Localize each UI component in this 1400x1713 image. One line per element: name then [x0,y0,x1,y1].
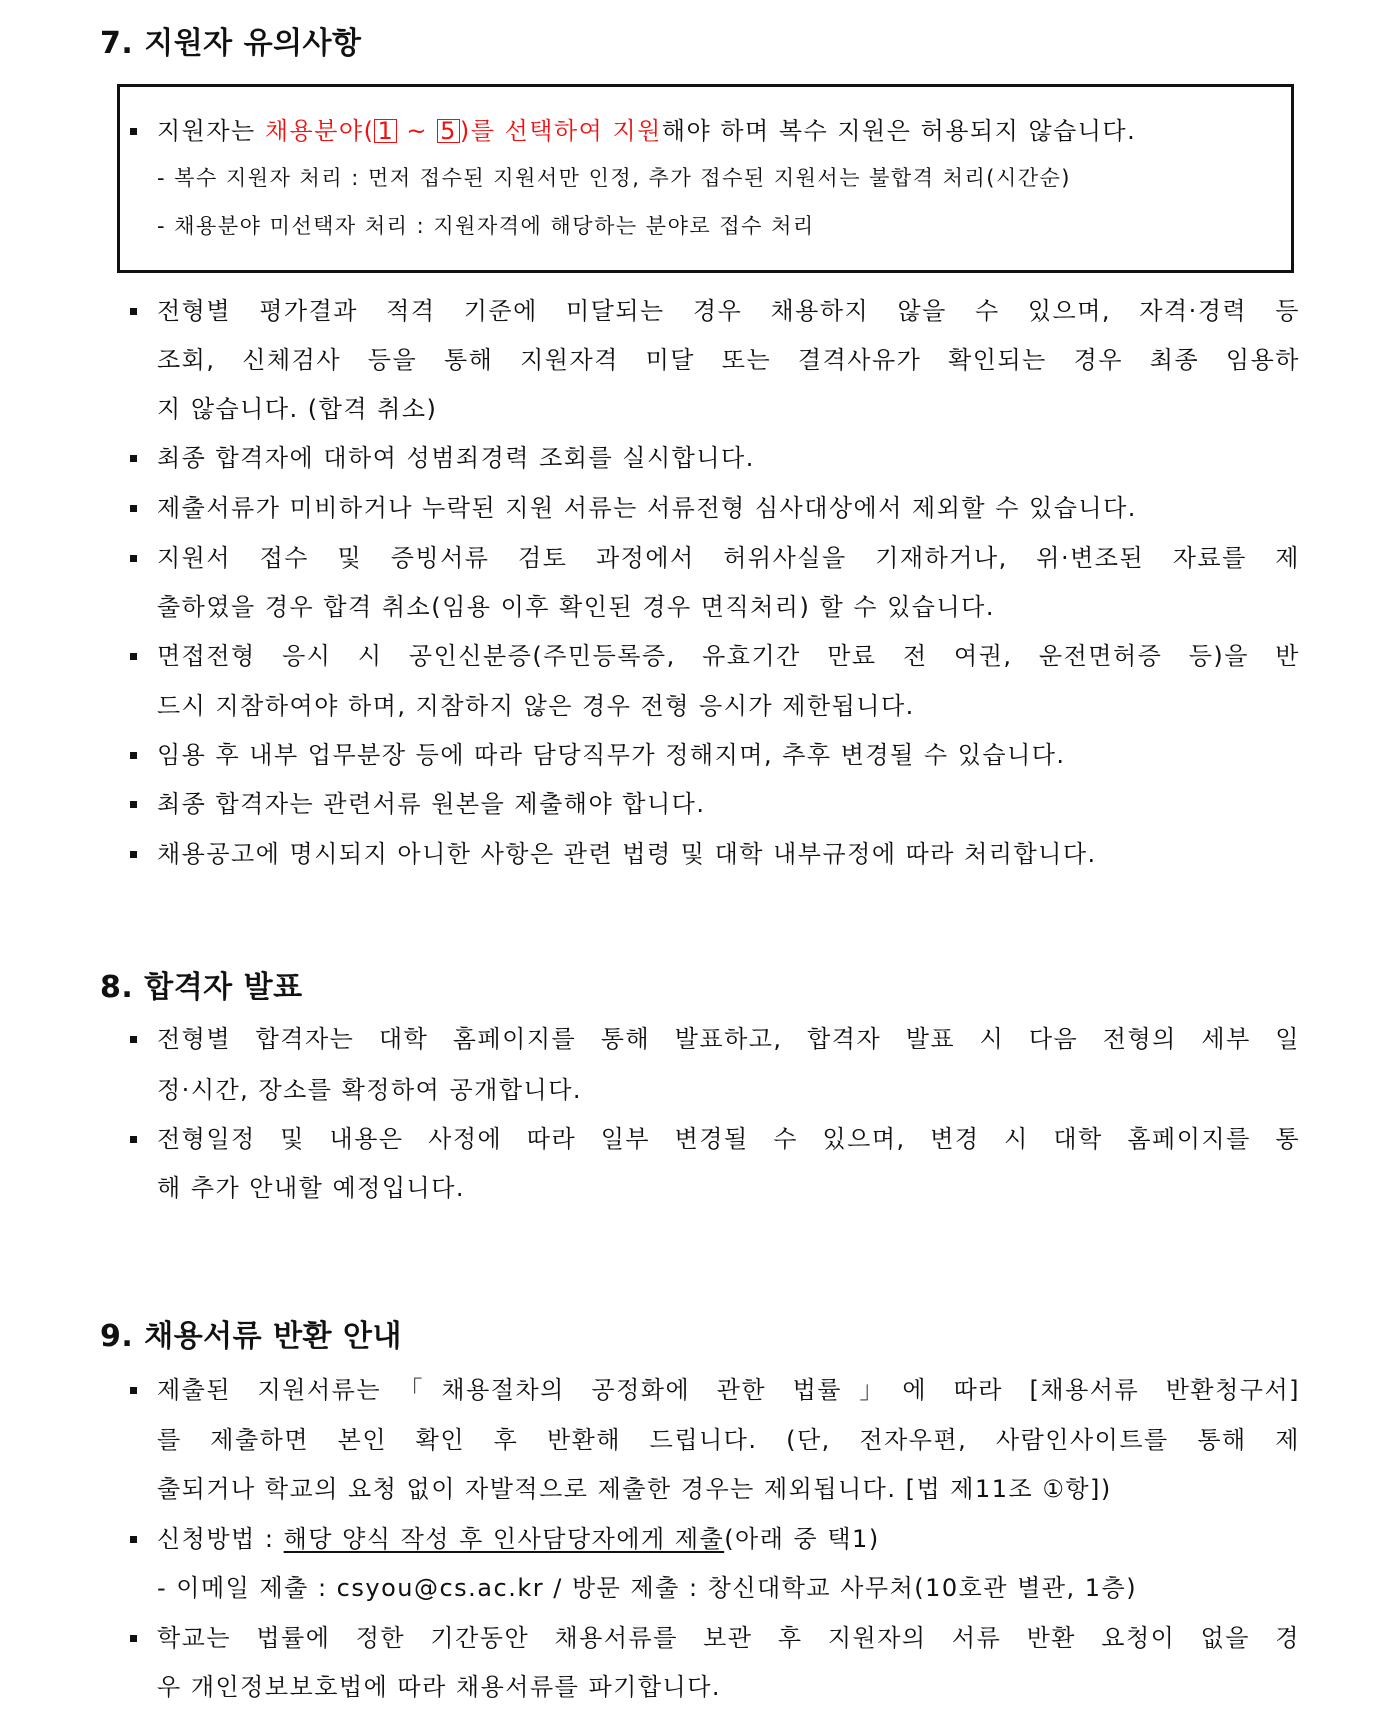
text-segment: 해야 하며 복수 지원은 허용되지 않습니다. [661,117,1137,145]
text-line: 면접전형 응시 시 공인신분증(주민등록증, 유효기간 만료 전 여권, 운전면허증 등)을 반 [157,642,1300,670]
bullet-icon [130,752,137,759]
text-line: 정·시간, 장소를 확정하여 공개합니다. [157,1076,583,1104]
bullet-icon [130,851,137,858]
underlined-text: 해당 양식 작성 후 인사담당자에게 제출 [283,1525,725,1553]
text-line [157,113,1300,149]
text-line: 출되거나 학교의 요청 없이 자발적으로 제출한 경우는 제외됩니다. [법 제11조 ①항]) [157,1475,1112,1503]
bullet-icon [130,128,137,135]
bullet-icon [130,1036,137,1043]
section-heading: 9. 채용서류 반환 안내 [100,1319,402,1354]
bullet-icon [130,505,137,512]
section-heading: 7. 지원자 유의사항 [100,26,362,61]
text-line: 드시 지참하여야 하며, 지참하지 않은 경우 전형 응시가 제한됩니다. [157,692,915,720]
bullet-icon [130,308,137,315]
text-line: 제출된 지원서류는「채용절차의 공정화에 관한 법률」에 따라 [채용서류 반환청구서] [157,1376,1300,1404]
bullet-icon [130,653,137,660]
boxed-number: 5 [437,119,460,143]
text-segment: 지원자는 [157,117,265,145]
bullet-icon [130,1635,137,1642]
text-line: 학교는 법률에 정한 기간동안 채용서류를 보관 후 지원자의 서류 반환 요청이 없을 경 [157,1624,1300,1652]
boxed-number: 1 [374,119,397,143]
section-heading: 8. 합격자 발표 [100,970,303,1005]
text-line: 채용공고에 명시되지 아니한 사항은 관련 법령 및 대학 내부규정에 따라 처리합니다. [157,840,1097,868]
highlight-text: ~ [397,117,438,145]
text-line: 전형일정 및 내용은 사정에 따라 일부 변경될 수 있으며, 변경 시 대학 홈페이지를 통 [157,1125,1300,1153]
text-line: 최종 합격자는 관련서류 원본을 제출해야 합니다. [157,790,706,818]
bullet-icon [130,801,137,808]
text-segment: (아래 중 택1) [724,1525,880,1553]
text-line: 임용 후 내부 업무분장 등에 따라 담당직무가 정해지며, 추후 변경될 수 있습니다. [157,741,1066,769]
text-line [157,1521,1300,1557]
text-line: 전형별 평가결과 적격 기준에 미달되는 경우 채용하지 않을 수 있으며, 자격·경력 등 [157,297,1300,325]
bullet-icon [130,1136,137,1143]
text-line: 전형별 합격자는 대학 홈페이지를 통해 발표하고, 합격자 발표 시 다음 전형의 세부 일 [157,1025,1300,1053]
text-line: 우 개인정보보호법에 따라 채용서류를 파기합니다. [157,1673,722,1701]
highlight-text: 채용분야( [264,117,375,145]
text-line: 지원서 접수 및 증빙서류 검토 과정에서 허위사실을 기재하거나, 위·변조된 자료를 제 [157,544,1300,572]
text-line: - 채용분야 미선택자 처리 : 지원자격에 해당하는 분야로 접수 처리 [157,214,815,238]
bullet-icon [130,1387,137,1394]
text-line: - 이메일 제출 : csyou@cs.ac.kr / 방문 제출 : 창신대학교 사무처(10호관 별관, 1층) [157,1574,1138,1602]
text-line: 출하였을 경우 합격 취소(임용 이후 확인된 경우 면직처리) 할 수 있습니다. [157,593,995,621]
bullet-icon [130,555,137,562]
text-line: 해 추가 안내할 예정입니다. [157,1174,466,1202]
bullet-icon [130,455,137,462]
text-line: 최종 합격자에 대하여 성범죄경력 조회를 실시합니다. [157,444,755,472]
highlight-text: )를 선택하여 지원 [459,117,662,145]
text-segment: 신청방법 : [157,1525,284,1553]
text-line: 제출서류가 미비하거나 누락된 지원 서류는 서류전형 심사대상에서 제외할 수 있습니다. [157,494,1137,522]
bullet-icon [130,1536,137,1543]
text-line: 지 않습니다. (합격 취소) [157,395,438,423]
text-line: 조회, 신체검사 등을 통해 지원자격 미달 또는 결격사유가 확인되는 경우 최종 임용하 [157,346,1300,374]
text-line: - 복수 지원자 처리 : 먼저 접수된 지원서만 인정, 추가 접수된 지원서는 불합격 처리(시간순) [157,166,1071,190]
text-line: 를 제출하면 본인 확인 후 반환해 드립니다. (단, 전자우편, 사람인사이트를 통해 제 [157,1426,1300,1454]
